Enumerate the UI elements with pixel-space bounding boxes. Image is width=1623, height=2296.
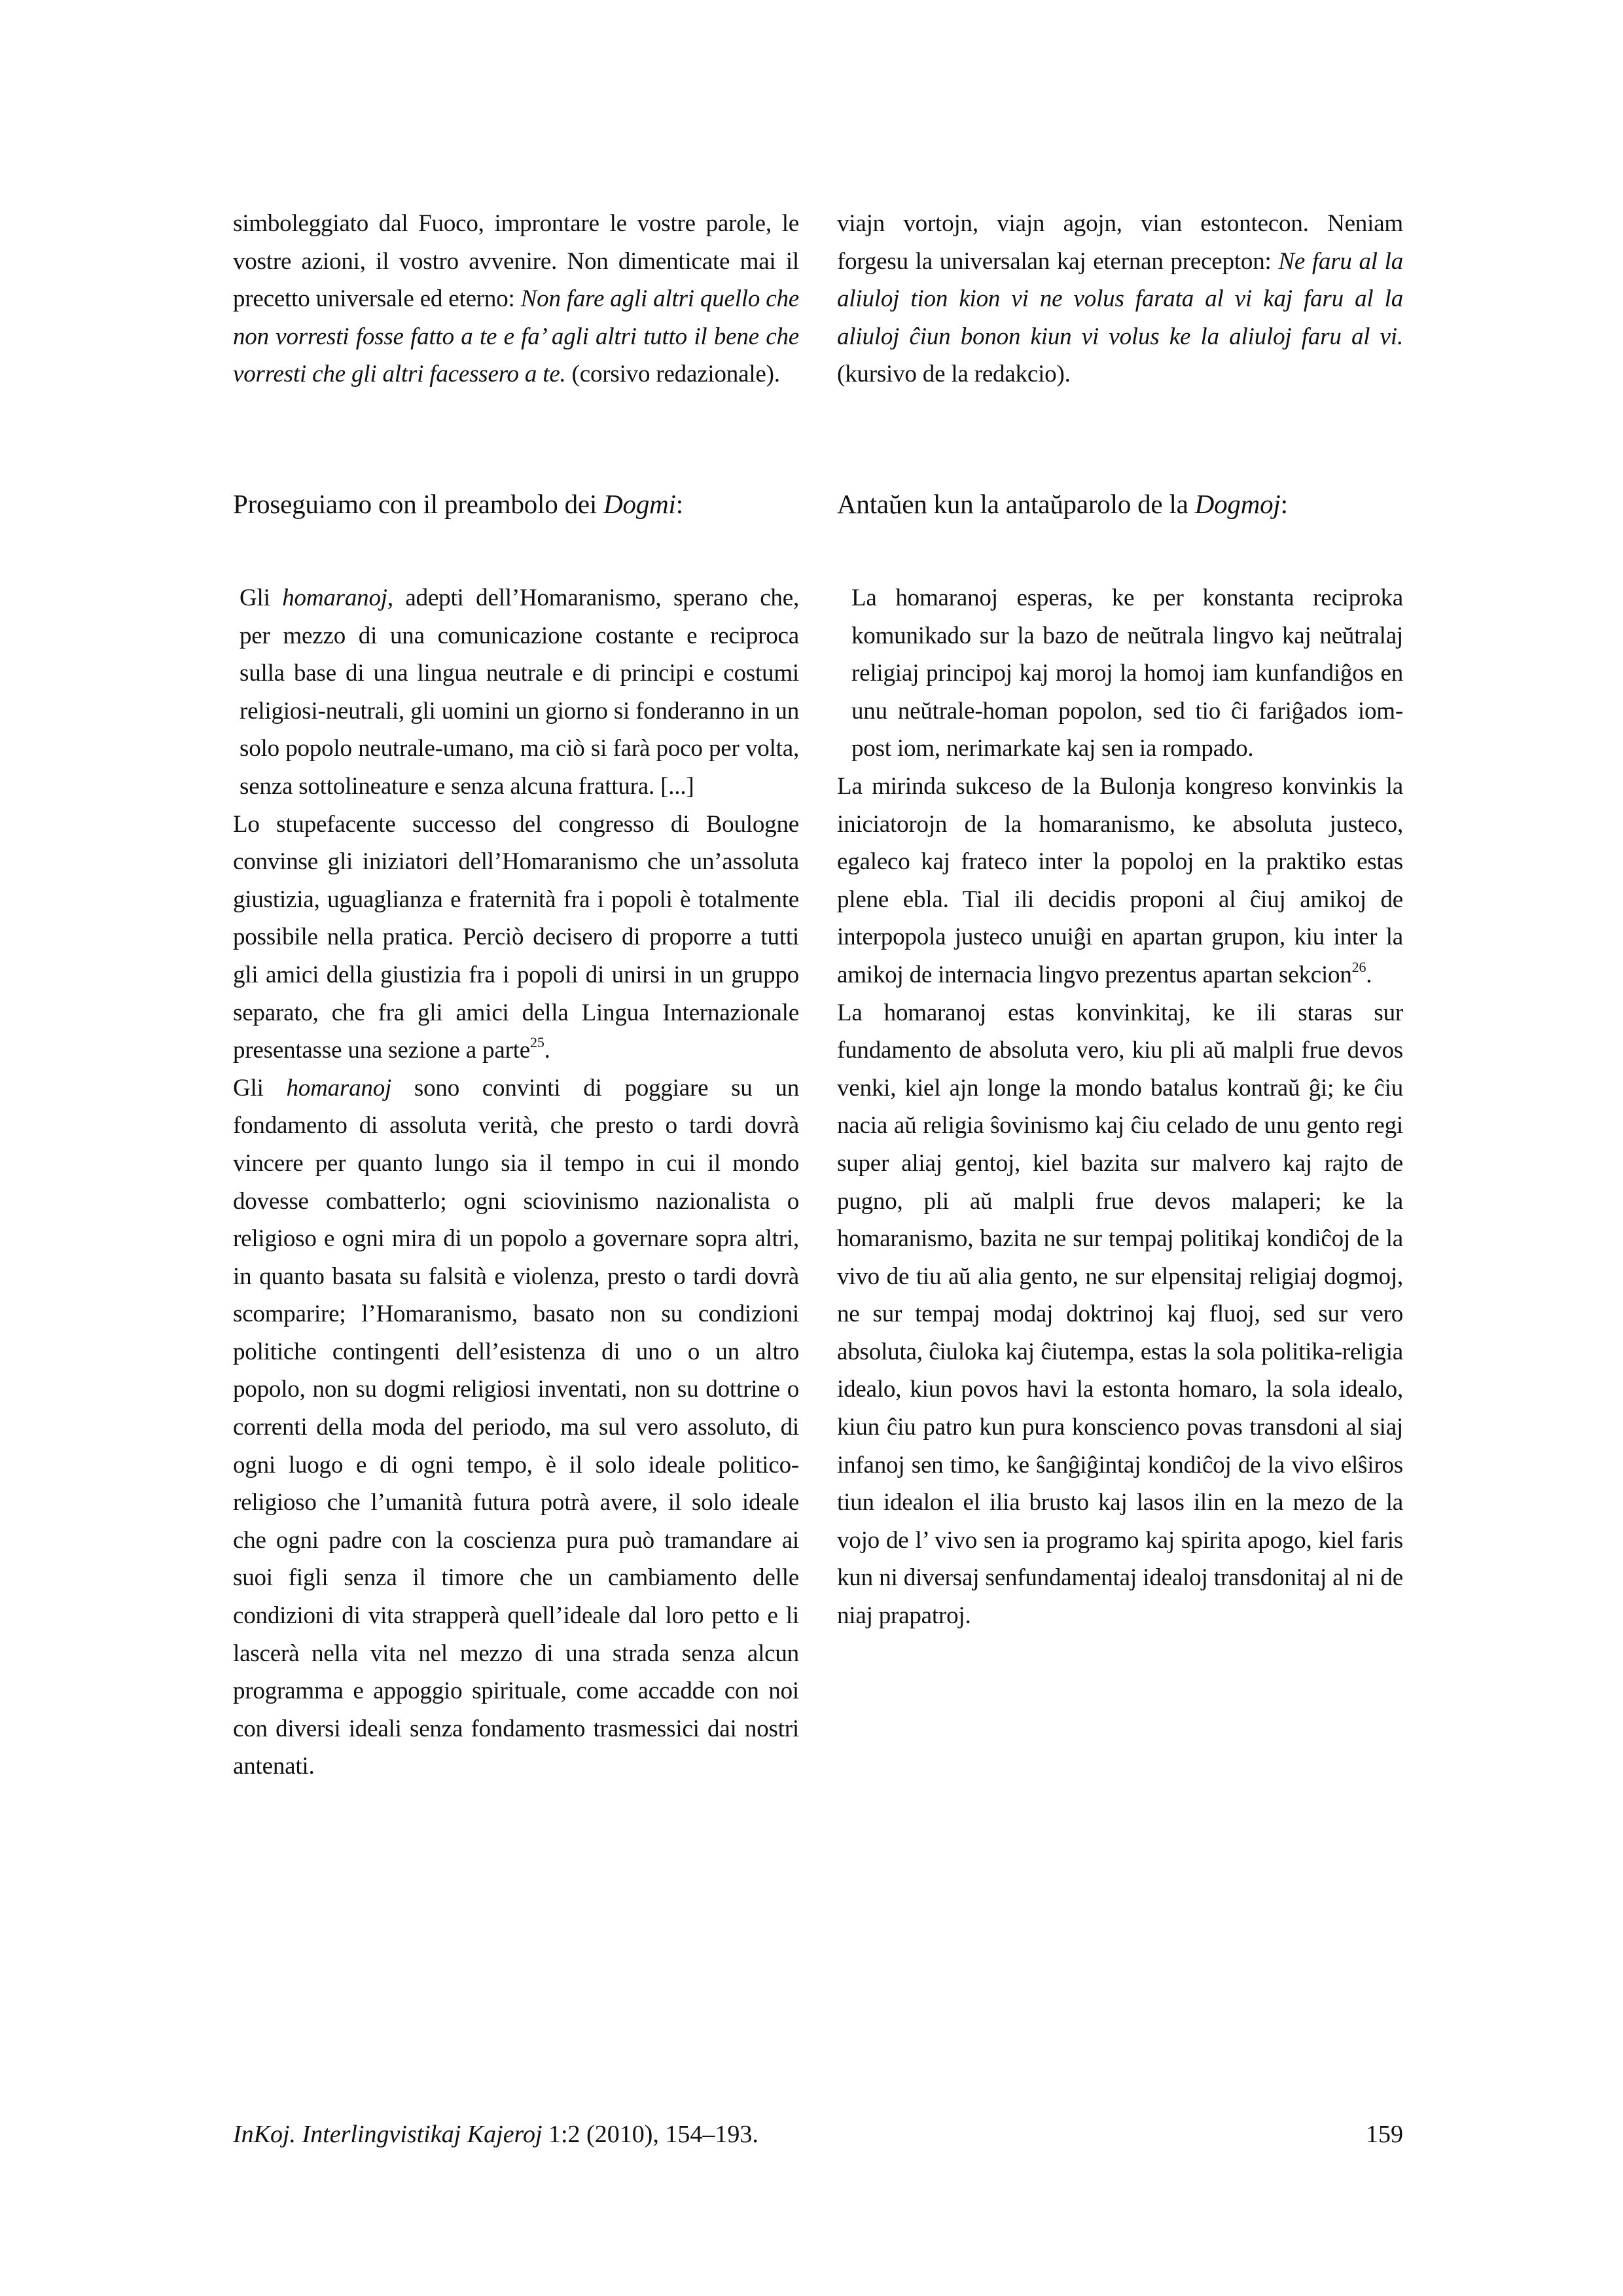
text: (kursivo de la redakcio). — [837, 361, 1071, 388]
dogmoj-title: Dogmoj — [1194, 489, 1281, 519]
italian-quote-column — [233, 579, 799, 1785]
paragraph: La mirinda sukceso de la Bulonja kongreso konvinkis la iniciatorojn de la homaranismo, ke absoluta justeco, egaleco kaj frateco inter la popoloj en la praktiko estas plene ebla. Tial ili decidis proponi al ĉiuj amikoj de interpopola justeco unuiĝi en apartan grupon, kiu inter la amikoj de internacia lingvo prezentus apartan sekcion$^{26}$. — [837, 772, 1403, 988]
page-footer — [233, 2117, 1403, 2151]
paragraph: Lo stupefacente successo del congresso di Boulogne convinse gli iniziatori dell’Homaranismo che un’assoluta giustizia, uguaglianza e fraternità fra i popoli è totalmente possibile nella pratica. Perciò decisero di proporre a tutti gli amici della giustizia fra i popoli di unirsi in un gruppo separato, che fra gli amici della Lingua Internazionale presentasse una sezione a parte$^{25}$. — [233, 810, 799, 1064]
italian-section-lead: Proseguiamo con il preambolo dei Dogmi: — [233, 489, 683, 519]
text: simboleggiato dal Fuoco, improntare le vostre parole, le vostre azioni, il vostro avvenire. Non dimenticate mai il precetto universale ed eterno: — [233, 210, 799, 313]
esperanto-section-lead: Antaŭen kun la antaŭparolo de la Dogmoj: — [837, 489, 1288, 519]
paragraph: La homaranoj esperas, ke per konstanta reciproka komunikado sur la bazo de neŭtrala lingvo kaj neŭtralaj religiaj principoj kaj moroj la homoj iam kunfandiĝos en unu neŭtrale-homan popolon, sed tio ĉi fariĝados iom-post iom, nerimarkate kaj sen ia rompado. — [851, 584, 1403, 762]
paragraph: La homaranoj estas konvinkitaj, ke ili staras sur fundamento de absoluta vero, kiu pli aŭ malpli frue devos venki, kiel ajn longe la mondo batalus kontraŭ ĝi; ke ĉiu nacia aŭ religia ŝovinismo kaj ĉiu celado de unu gento regi super aliaj gentoj, kiel bazita sur malvero kaj rajto de pugno, pli aŭ malpli frue devos malaperi; ke la homaranismo, bazita ne sur tempaj politikaj kondiĉoj de la vivo de tiu aŭ alia gento, ne sur elpensitaj religiaj dogmoj, ne sur tempaj modaj doktrinoj kaj fluoj, sed sur vero absoluta, ĉiuloka kaj ĉiutempa, estas la sola politika-religia idealo, kiun povos havi la estonta homaro, la sola idealo, kiun ĉiu patro kun pura konscienco povas transdoni al siaj infanoj sen timo, ke ŝanĝiĝintaj kondiĉoj de la vivo elŝiros tiun idealon el ilia brusto kaj lasos ilin en la mezo de la vojo de l’ vivo sen ia programo kaj spirita apogo, kiel faris kun ni diversaj senfundamentaj idealoj transdonitaj al ni de niaj prapatroj. — [837, 999, 1403, 1630]
italian-continuation-paragraph — [233, 205, 799, 393]
dogmi-title: Dogmi — [603, 489, 676, 519]
text: (corsivo redazionale). — [565, 361, 780, 388]
esperanto-quote-column — [837, 579, 1403, 1635]
journal-citation: InKoj. Interlingvistikaj Kajeroj 1:2 (2010), 154–193. — [233, 2121, 758, 2148]
italic-quote: Ne faru al la aliuloj tion kion vi ne volus farata al vi kaj faru al la aliuloj ĉiun bonon kiun vi volus ke la aliuloj faru al vi. — [837, 247, 1403, 350]
esperanto-continuation-paragraph — [837, 205, 1403, 393]
footnote-ref-25[interactable]: 25 — [530, 1034, 544, 1051]
paragraph: Gli homaranoj sono convinti di poggiare su un fondamento di assoluta verità, che presto o tardi dovrà vincere per quanto lungo sia il tempo in cui il mondo dovesse combatterlo; ogni sciovinismo nazionalista o religioso e ogni mira di un popolo a governare sopra altri, in quanto basata su falsità e violenza, presto o tardi dovrà scomparire; l’Homaranismo, basato non su condizioni politiche contingenti dell’esistenza di uno o un altro popolo, non su dogmi religiosi inventati, non su dottrine o correnti della moda del periodo, ma sul vero assoluto, di ogni luogo e di ogni tempo, è il solo ideale politico-religioso che l’umanità futura potrà avere, il solo ideale che ogni padre con la coscienza pura può tramandare ai suoi figli senza il timore che un cambiamento delle condizioni di vita strapperà quell’ideale dal loro petto e li lascerà nella vita nel mezzo di una strada senza alcun programma e appoggio spirituale, come accadde con noi con diversi ideali senza fondamento trasmessici dai nostri antenati. — [233, 1074, 799, 1780]
page-number: 159 — [1366, 2121, 1403, 2148]
footnote-ref-26[interactable]: 26 — [1351, 958, 1366, 975]
italic-quote: Non fare agli altri quello che non vorresti fosse fatto a te e fa’ agli altri tutto il bene che vorresti che gli altri facessero a te. — [233, 285, 799, 388]
text: viajn vortojn, viajn agojn, vian estontecon. Neniam forgesu la universalan kaj eternan precepton: — [837, 210, 1403, 275]
paragraph: Gli homaranoj, adepti dell’Homaranismo, sperano che, per mezzo di una comunicazione costante e reciproca sulla base di una lingua neutrale e di principi e costumi religiosi-neutrali, gli uomini un giorno si fonderanno in un solo popolo neutrale-umano, ma ciò si farà poco per volta, senza sottolineature e senza alcuna frattura. [...] — [240, 584, 799, 800]
